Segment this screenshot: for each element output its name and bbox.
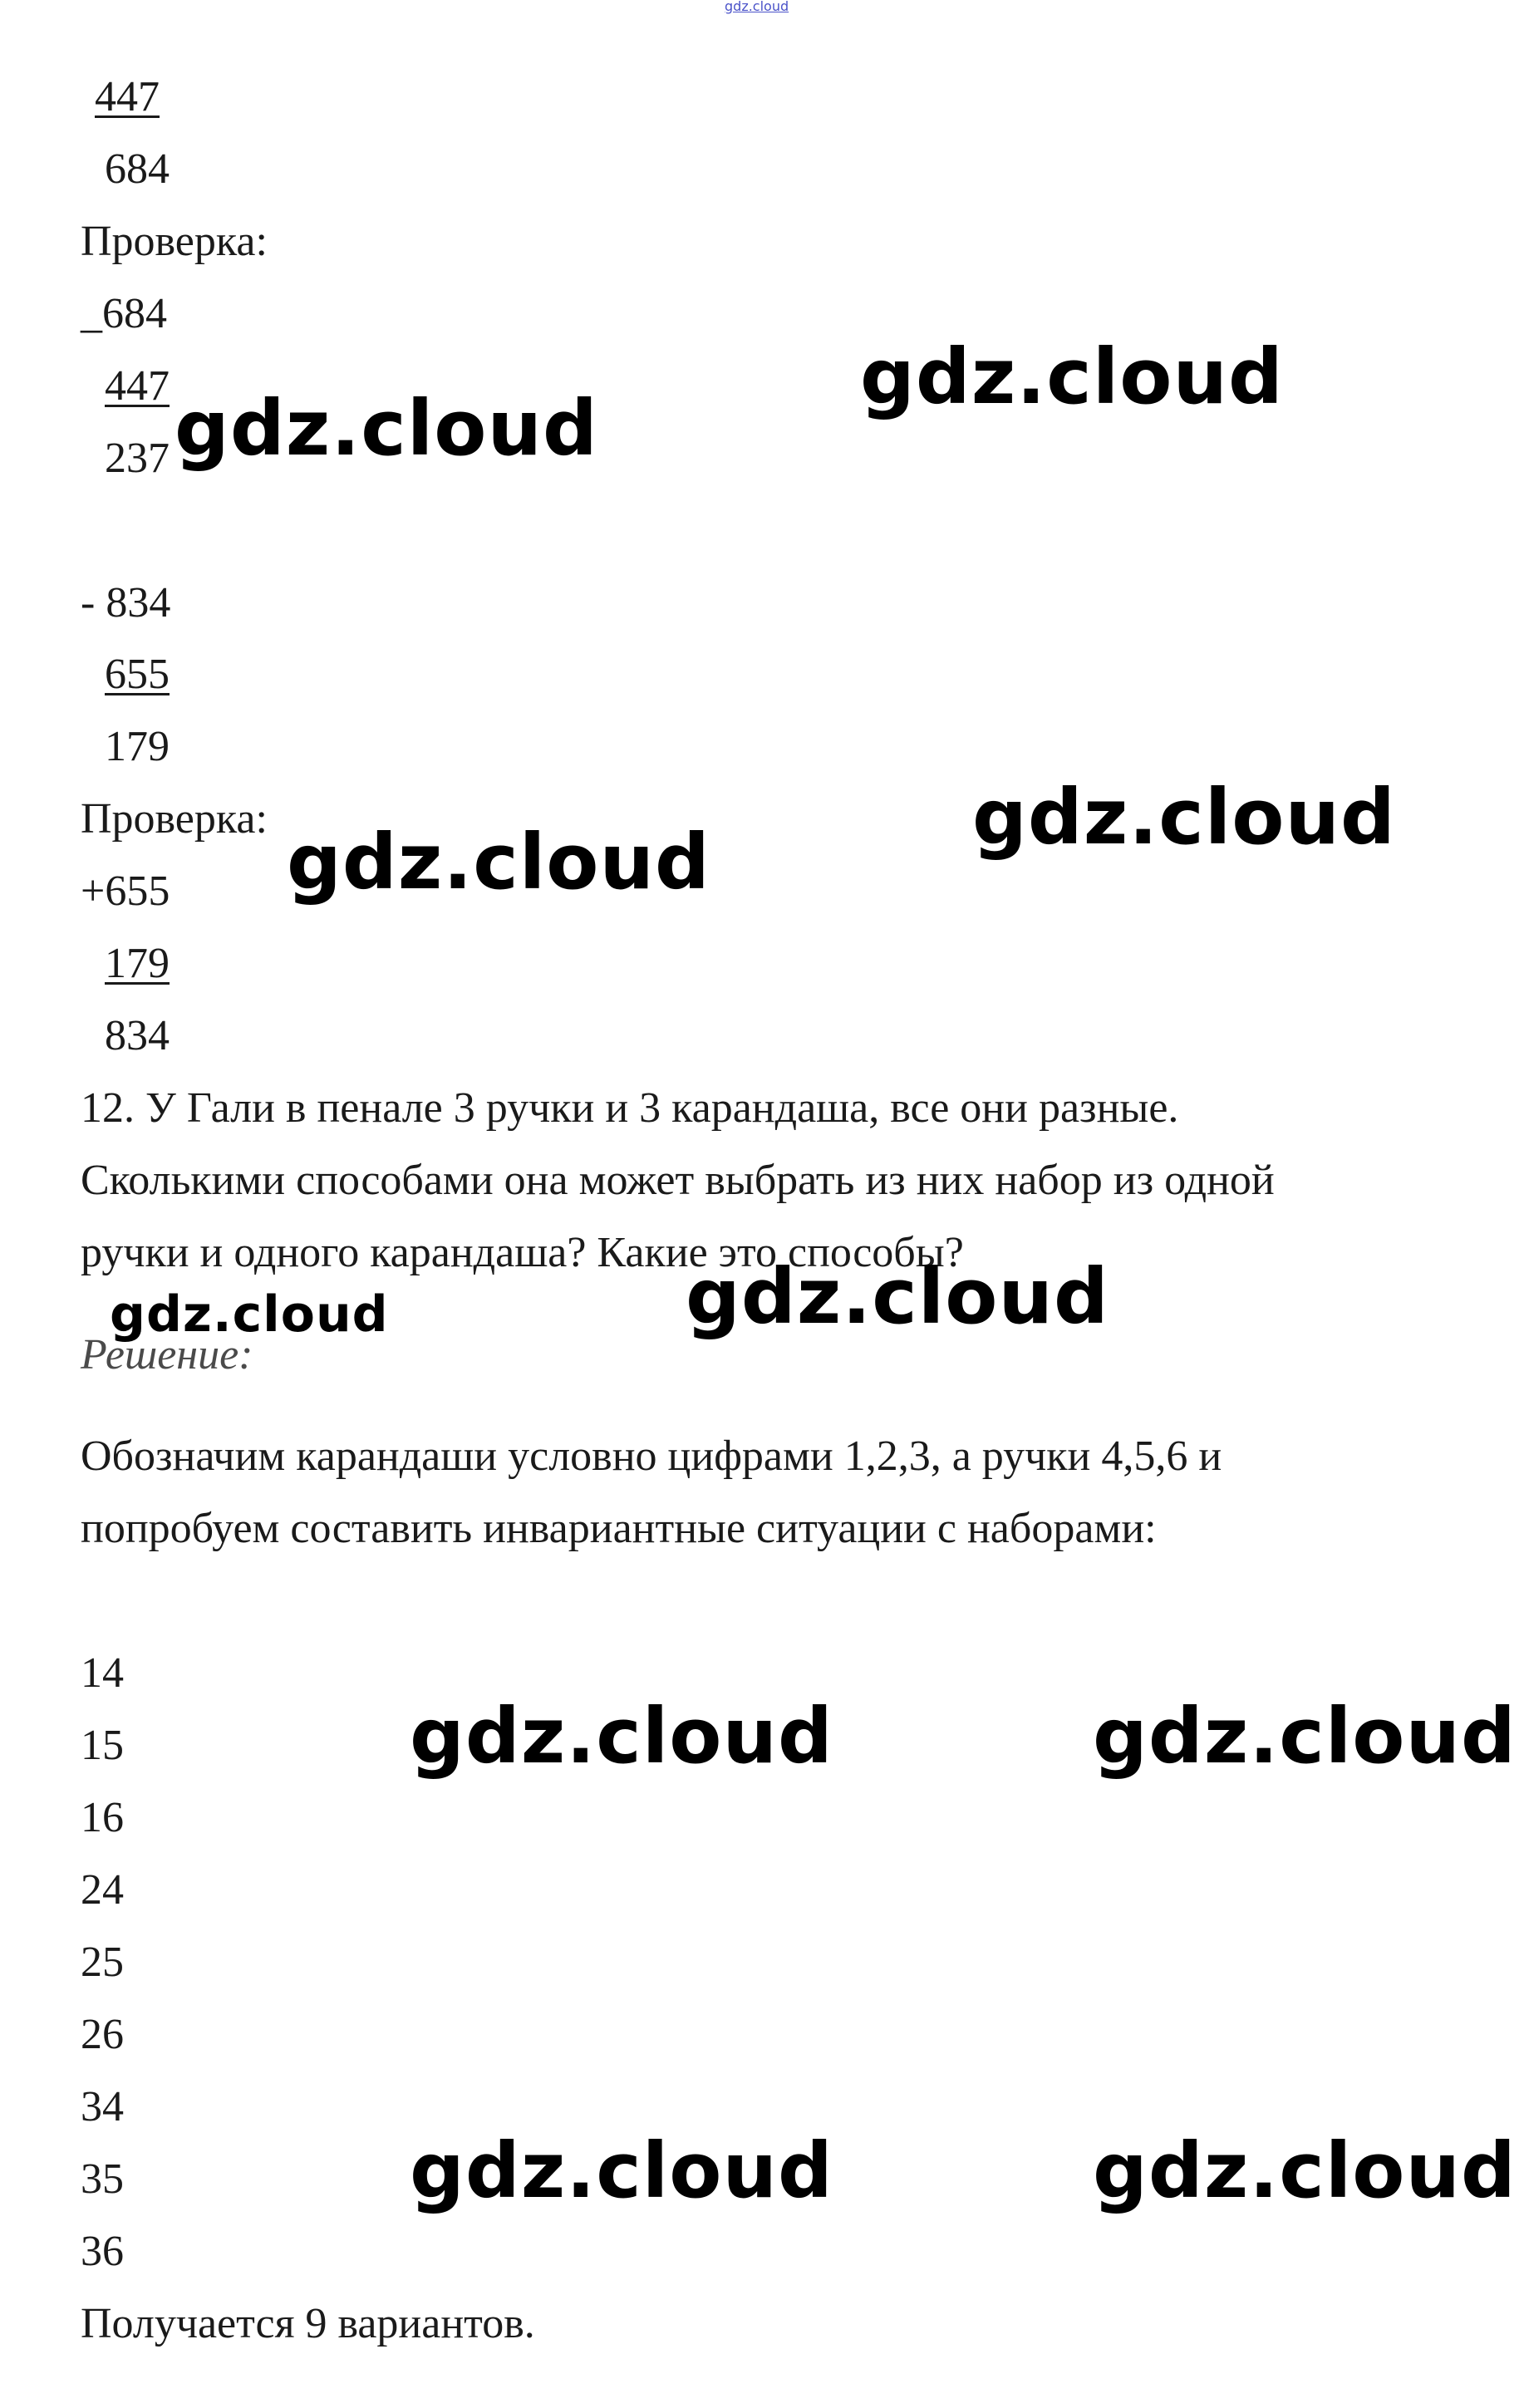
header-watermark: gdz.cloud xyxy=(725,0,789,14)
check-subtrahend-447: 447 xyxy=(105,362,170,410)
combination-item: 15 xyxy=(81,1722,124,1769)
watermark-text: gdz.cloud xyxy=(1093,1692,1517,1781)
combination-item: 34 xyxy=(81,2083,124,2130)
combination-item: 36 xyxy=(81,2228,124,2275)
watermark-text: gdz.cloud xyxy=(287,818,710,907)
combination-item: 35 xyxy=(81,2155,124,2203)
check-addend-655: +655 xyxy=(81,867,170,915)
check-minuend-684: _684 xyxy=(81,290,167,337)
solution-intro-line-1: Обозначим карандаши условно цифрами 1,2,3, а ручки 4,5,6 и xyxy=(81,1433,1222,1480)
check-result-237: 237 xyxy=(105,435,170,482)
check-label-1: Проверка: xyxy=(81,218,268,265)
watermark-text: gdz.cloud xyxy=(860,332,1284,421)
combination-item: 24 xyxy=(81,1866,124,1914)
check-sum-834: 834 xyxy=(105,1012,170,1059)
solution-intro-line-2: попробуем составить инвариантные ситуации с наборами: xyxy=(81,1505,1157,1552)
task-text-line-3: ручки и одного карандаша? Какие это способы? xyxy=(81,1229,964,1276)
subtrahend-447: 447 xyxy=(95,73,160,120)
watermark-text: gdz.cloud xyxy=(1093,2126,1517,2215)
watermark-text: gdz.cloud xyxy=(410,1692,833,1781)
watermark-text: gdz.cloud xyxy=(175,384,598,473)
watermark-text: gdz.cloud xyxy=(686,1252,1109,1341)
subtrahend-655: 655 xyxy=(105,651,170,698)
watermark-text: gdz.cloud xyxy=(410,2126,833,2215)
watermark-text: gdz.cloud xyxy=(110,1285,389,1344)
combination-item: 14 xyxy=(81,1649,124,1697)
task-text-line-1: 12. У Гали в пенале 3 ручки и 3 карандаша, все они разные. xyxy=(81,1084,1179,1132)
combination-item: 26 xyxy=(81,2011,124,2058)
combination-item: 25 xyxy=(81,1939,124,1986)
minuend-834: - 834 xyxy=(81,579,171,627)
solution-label: Решение: xyxy=(81,1331,253,1378)
result-179: 179 xyxy=(105,723,170,770)
watermark-text: gdz.cloud xyxy=(972,773,1396,862)
task-text-line-2: Сколькими способами она может выбрать из них набор из одной xyxy=(81,1157,1275,1204)
result-684: 684 xyxy=(105,145,170,193)
check-addend-179: 179 xyxy=(105,940,170,987)
conclusion-text: Получается 9 вариантов. xyxy=(81,2300,535,2347)
combination-item: 16 xyxy=(81,1794,124,1841)
check-label-2: Проверка: xyxy=(81,795,268,843)
